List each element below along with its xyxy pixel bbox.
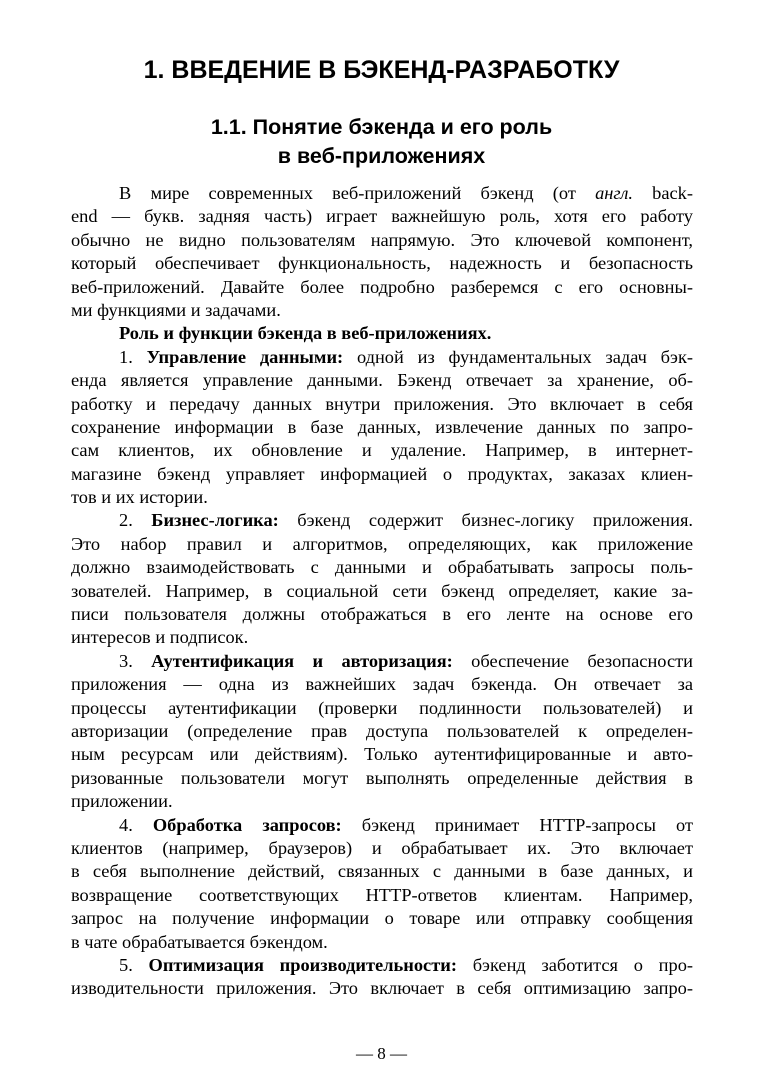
item-line: в чате обрабатывается бэкендом.: [71, 931, 328, 952]
item-number: 3.: [119, 650, 152, 671]
section-title-line: 1.1. Понятие бэкенда и его роль: [210, 115, 553, 139]
item-line: Это набор правил и алгоритмов, определяющих, как приложение: [71, 533, 693, 554]
intro-line: end — букв. задняя часть) играет важнейшую роль, хотя его работу: [71, 206, 693, 227]
item-first-line: [71, 509, 693, 532]
item-line: авторизации (определение прав доступа пользователей к определен-: [71, 720, 693, 741]
item-title: Бизнес-логика:: [151, 510, 279, 531]
item-first-line: [71, 814, 693, 837]
item-line: клиентов (например, браузеров) и обрабатывает их. Это включает: [71, 837, 693, 858]
intro-line: обычно не видно пользователям напрямую. Это ключевой компонент,: [71, 229, 693, 250]
text-run: бэкенд заботится о про-: [456, 954, 694, 975]
item-line: писи пользователя должны отображаться в его ленте на основе его: [71, 604, 693, 625]
item-number: 1.: [119, 346, 147, 367]
text-run: бэкенд содержит бизнес-логику приложения.: [278, 510, 694, 531]
item-number: 4.: [119, 814, 153, 835]
item-line: процессы аутентификации (проверки подлинности пользователей) и: [71, 697, 693, 718]
text-run: обеспечение безопасности: [452, 650, 693, 671]
section-title-line: в веб-приложениях: [277, 144, 486, 168]
item-line: магазине бэкенд управляет информацией о продуктах, заказах клиен-: [71, 463, 693, 484]
text-run: одной из фундаментальных задач бэк-: [343, 346, 693, 367]
text-run: back-: [632, 183, 693, 203]
item-line: изводительности приложения. Это включает в себя оптимизацию запро-: [71, 978, 693, 999]
item-line: возвращение соответствующих HTTP-ответов клиентам. Например,: [71, 884, 693, 905]
intro-line: [71, 182, 693, 205]
item-first-line: [71, 650, 693, 673]
roles-heading: [71, 322, 693, 345]
intro-line: который обеспечивает функциональность, надежность и безопасность: [71, 253, 693, 274]
item-line: ризованные пользователи могут выполнять определенные действия в: [71, 767, 693, 788]
page-number: — 8 —: [356, 1044, 407, 1063]
item-line: тов и их истории.: [71, 487, 208, 508]
item-line: сохранение информации в базе данных, извлечение данных по запро-: [71, 416, 693, 437]
italic-abbreviation: англ.: [595, 183, 633, 203]
item-line: приложении.: [71, 791, 173, 812]
item-line: должно взаимодействовать с данными и обрабатывать запросы поль-: [71, 557, 693, 578]
body-text: [71, 182, 693, 1001]
item-title: Аутентификация и авторизация:: [151, 650, 453, 671]
text-run: В мире современных веб-приложений бэкенд (от: [119, 183, 596, 203]
item-first-line: [71, 954, 693, 977]
item-title: Обработка запросов:: [152, 814, 342, 835]
item-line: в себя выполнение действий, связанных с данными в базе данных, и: [71, 861, 693, 882]
item-line: приложения — одна из важнейших задач бэкенда. Он отвечает за: [71, 674, 693, 695]
section-title: [0, 113, 763, 171]
item-line: енда является управление данными. Бэкенд отвечает за хранение, об-: [71, 370, 693, 391]
item-line: зователей. Например, в социальной сети бэкенд определяет, какие за-: [71, 580, 693, 601]
item-line: ным ресурсам или действиям). Только аутентифицированные и авто-: [71, 744, 693, 765]
item-first-line: [71, 346, 693, 369]
item-number: 5.: [119, 954, 149, 975]
item-line: интересов и подписок.: [71, 627, 249, 648]
item-title: Управление данными:: [146, 346, 344, 367]
item-number: 2.: [119, 510, 152, 531]
item-line: работку и передачу данных внутри приложения. Это включает в себя: [71, 393, 693, 414]
intro-line: веб-приложений. Давайте более подробно разберемся с его основны-: [71, 276, 693, 297]
item-title: Оптимизация производительности:: [148, 954, 457, 975]
item-line: запрос на получение информации о товаре или отправку сообщения: [71, 908, 693, 929]
intro-line: ми функциями и задачами.: [71, 299, 281, 320]
text-run: бэкенд принимает HTTP-запросы от: [341, 814, 693, 835]
chapter-title: 1. ВВЕДЕНИЕ В БЭКЕНД-РАЗРАБОТКУ: [143, 56, 620, 84]
roles-heading-text: Роль и функции бэкенда в веб-приложениях.: [119, 323, 492, 344]
item-line: сам клиентов, их обновление и удаление. Например, в интернет-: [71, 440, 693, 461]
